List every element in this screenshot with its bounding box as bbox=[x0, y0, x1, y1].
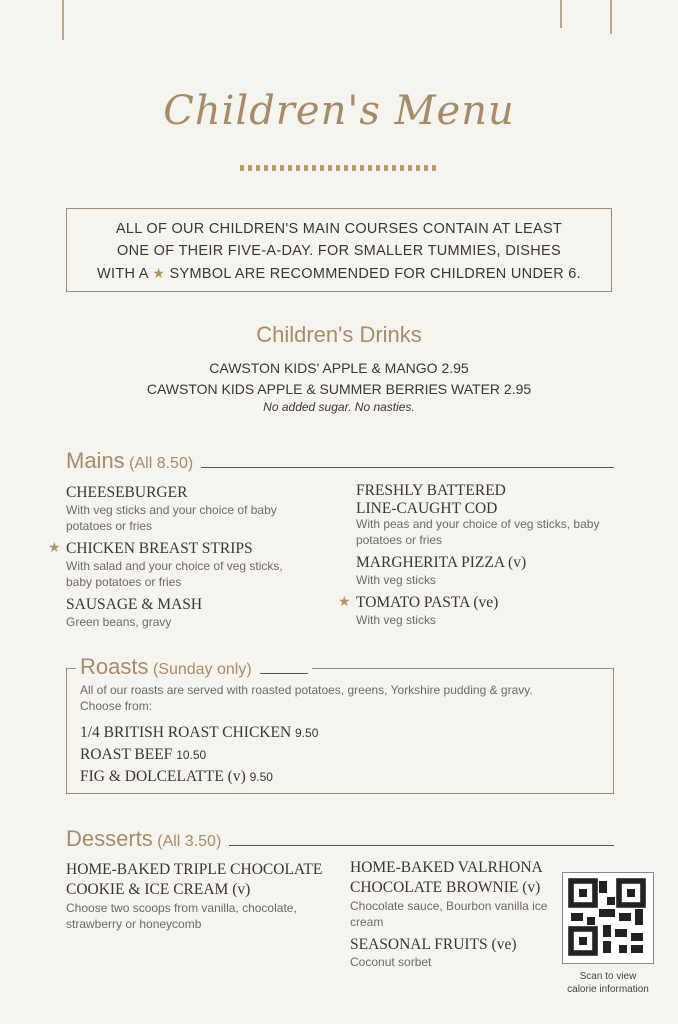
roasts-content bbox=[80, 682, 600, 788]
dish-desc: Chocolate sauce, Bourbon vanilla ice cream bbox=[350, 899, 548, 929]
page-title: Children's Menu bbox=[163, 88, 515, 134]
roast-item: 1/4 BRITISH ROAST CHICKEN 9.50 bbox=[80, 724, 319, 741]
mains-heading: Mains (All 8.50) bbox=[66, 448, 614, 474]
desserts-right bbox=[350, 858, 550, 976]
dish-name: CHEESEBURGER bbox=[66, 484, 188, 501]
roasts-choose: Choose from: bbox=[80, 699, 153, 713]
qr-caption: Scan to view calorie information bbox=[567, 971, 649, 995]
roast-item: ROAST BEEF 10.50 bbox=[80, 746, 207, 763]
qr-code[interactable] bbox=[562, 872, 654, 964]
dish-name: HOME-BAKED TRIPLE CHOCOLATE COOKIE & ICE CREAM (v) bbox=[66, 861, 323, 898]
notice-line: ONE OF THEIR FIVE-A-DAY. FOR SMALLER TUMMIES, DISHES bbox=[117, 243, 561, 259]
mains-right bbox=[338, 516, 621, 634]
star-icon: ★ bbox=[338, 595, 351, 610]
dish-name: MARGHERITA PIZZA (v) bbox=[356, 554, 527, 571]
drinks-section bbox=[0, 322, 678, 414]
dish-desc: Green beans, gravy bbox=[66, 615, 172, 629]
divider-dots bbox=[240, 165, 440, 171]
dish-desc: With veg sticks bbox=[356, 613, 437, 627]
dish-desc: Coconut sorbet bbox=[350, 955, 432, 969]
dish-name: HOME-BAKED VALRHONA CHOCOLATE BROWNIE (v) bbox=[350, 859, 542, 896]
dish-name: SEASONAL FRUITS (ve) bbox=[350, 936, 517, 953]
roasts-intro: All of our roasts are served with roasted potatoes, greens, Yorkshire pudding & gravy. bbox=[80, 683, 533, 697]
decoration bbox=[62, 0, 64, 40]
decoration bbox=[560, 0, 562, 28]
drinks-heading: Children's Drinks bbox=[256, 322, 422, 347]
star-icon: ★ bbox=[48, 541, 61, 556]
desserts-heading: Desserts (All 3.50) bbox=[66, 826, 614, 852]
notice-line: ALL OF OUR CHILDREN'S MAIN COURSES CONTAIN AT LEAST bbox=[115, 221, 563, 237]
dish-name: SAUSAGE & MASH bbox=[66, 596, 203, 613]
drink-item: CAWSTON KIDS' APPLE & MANGO 2.95 bbox=[209, 360, 469, 376]
star-icon: ★ bbox=[152, 265, 166, 281]
decoration bbox=[610, 0, 612, 34]
dish-desc: Choose two scoops from vanilla, chocolate, strawberry or honeycomb bbox=[66, 901, 297, 931]
desserts-left bbox=[66, 860, 336, 938]
dish-name: ★ TOMATO PASTA (ve) bbox=[338, 594, 499, 611]
roasts-heading: Roasts (Sunday only) bbox=[76, 654, 312, 680]
mains-right bbox=[356, 482, 516, 518]
dish-desc: With peas and your choice of veg sticks, baby potatoes or fries bbox=[356, 517, 600, 547]
notice-box bbox=[66, 208, 612, 292]
dish-name: ★ CHICKEN BREAST STRIPS bbox=[48, 540, 253, 557]
mains-left bbox=[48, 484, 306, 636]
dish-desc: With salad and your choice of veg sticks, baby potatoes or fries bbox=[66, 559, 283, 589]
drink-item: CAWSTON KIDS APPLE & SUMMER BERRIES WATER 2.95 bbox=[146, 381, 532, 397]
roast-item: FIG & DOLCELATTE (v) 9.50 bbox=[80, 768, 273, 785]
drinks-note: No added sugar. No nasties. bbox=[263, 400, 415, 414]
notice-line: WITH A ★ SYMBOL ARE RECOMMENDED FOR CHILDREN UNDER 6. bbox=[97, 265, 581, 282]
dish-desc: With veg sticks bbox=[356, 573, 437, 587]
dish-name: FRESHLY BATTERED LINE-CAUGHT COD bbox=[356, 482, 506, 517]
dish-desc: With veg sticks and your choice of baby potatoes or fries bbox=[66, 503, 277, 533]
